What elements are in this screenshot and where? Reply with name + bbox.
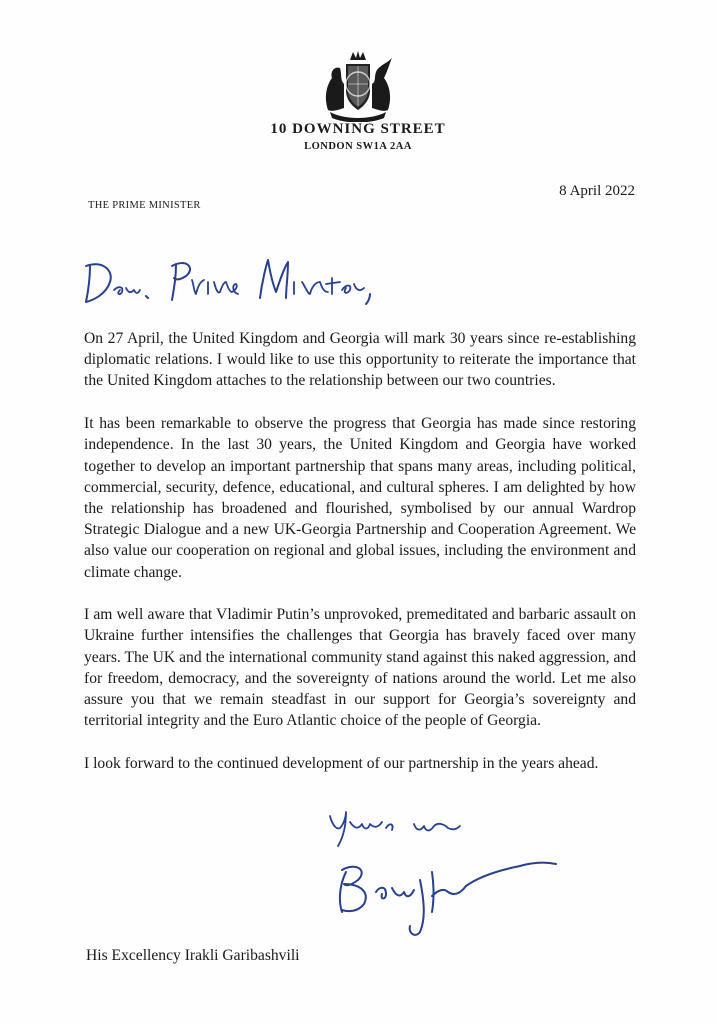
letter-paragraph-2: It has been remarkable to observe the progress that Georgia has made since restoring independence. In the last 30 years, the United Kingdom and Georgia have worked together to develop an important partnership that spans many areas, including political, commercial, security, defence, educational, and cultural spheres. I am delighted by how the relationship has broadened and flourished, symbolised by our annual Wardrop Strategic Dialogue and a new UK-Georgia Partnership and Cooperation Agreement. We also value our cooperation on regional and global issues, including the environment and climate change. xyxy=(84,415,636,581)
letterhead-street: 10 DOWNING STREET xyxy=(270,121,446,137)
sender-office: THE PRIME MINISTER xyxy=(88,200,201,211)
letter-paragraph-3: I am well aware that Vladimir Putin’s unprovoked, premeditated and barbaric assault on Ukraine further intensifies the challenges that Georgia has bravely faced over many years. The UK and the international community stand against this naked aggression, and for freedom, democracy, and the sovereignty of nations around the world. Let me also assure you that we remain steadfast in our support for Georgia’s sovereignty and territorial integrity and the Euro Atlantic choice of the people of Georgia. xyxy=(84,606,636,730)
letter-paragraph-4: I look forward to the continued development of our partnership in the years ahead. xyxy=(84,754,599,772)
handwritten-closing-and-signature xyxy=(320,800,560,940)
handwritten-salutation xyxy=(80,252,380,318)
letter-body xyxy=(84,328,636,796)
letter-paragraph-1: On 27 April, the United Kingdom and Georgia will mark 30 years since re-establishing diplomatic relations. I would like to use this opportunity to reiterate the importance that the United Kingdom attaches to the relationship between our two countries. xyxy=(84,330,636,390)
letter-date: 8 April 2022 xyxy=(559,183,635,199)
addressee: His Excellency Irakli Garibashvili xyxy=(86,947,300,964)
letterhead-city: LONDON SW1A 2AA xyxy=(304,141,412,152)
royal-coat-of-arms-icon xyxy=(318,50,398,122)
